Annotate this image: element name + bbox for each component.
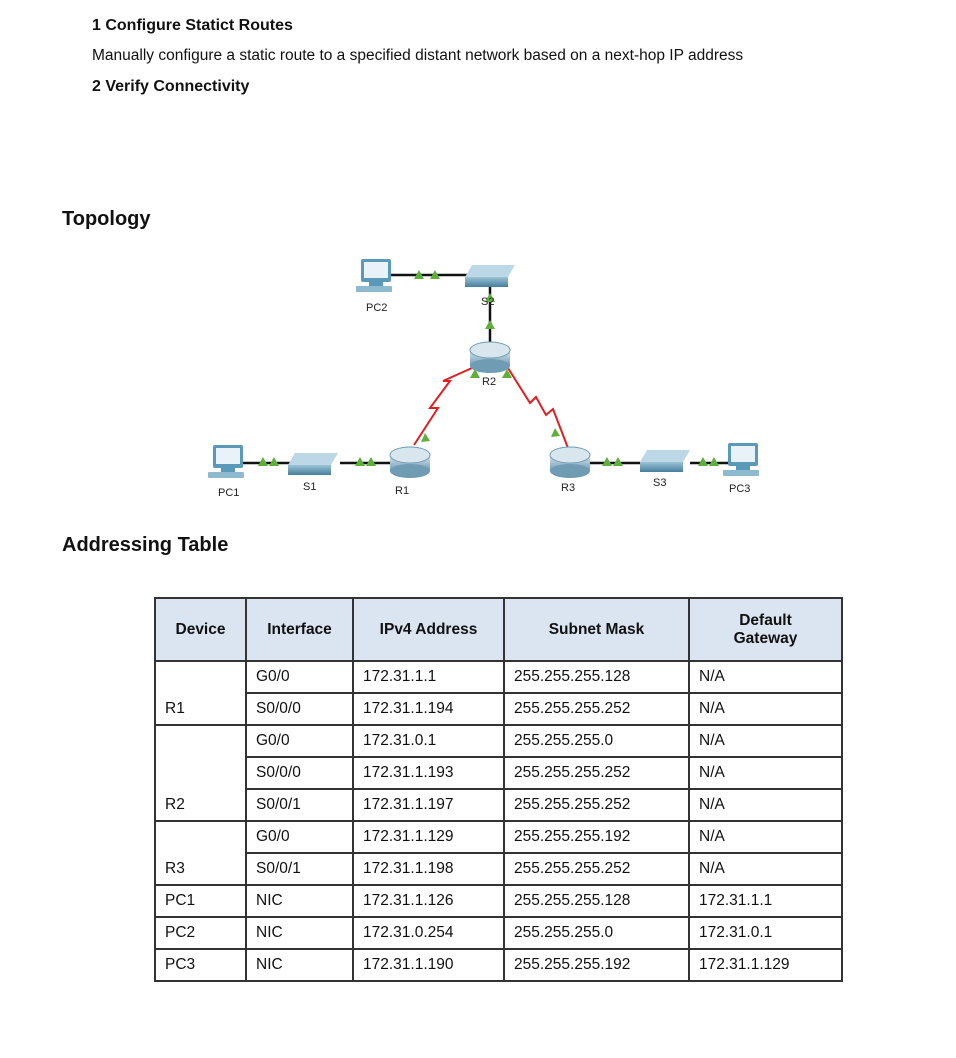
objective-1-title: 1 Configure Statict Routes	[92, 17, 293, 34]
gateway-cell: 172.31.1.129	[689, 949, 842, 981]
header-gateway-line1: Default	[739, 611, 792, 629]
s3-label: S3	[653, 477, 667, 489]
mask-cell: 255.255.255.252	[504, 757, 689, 789]
ipv4-cell: 172.31.1.190	[353, 949, 504, 981]
ipv4-cell: 172.31.1.194	[353, 693, 504, 725]
serial-link-r1-r2	[414, 368, 472, 445]
r1-label: R1	[395, 485, 410, 497]
gateway-cell: N/A	[689, 821, 842, 853]
mask-cell: 255.255.255.128	[504, 661, 689, 693]
interface-cell: S0/0/0	[246, 757, 353, 789]
table-row	[155, 757, 842, 789]
interface-cell: NIC	[246, 949, 353, 981]
table-row	[155, 917, 842, 949]
r1-router-icon	[390, 447, 430, 478]
r3-router-icon	[550, 447, 590, 478]
interface-cell: S0/0/1	[246, 789, 353, 821]
gateway-cell: N/A	[689, 757, 842, 789]
r2-router-icon	[470, 342, 510, 373]
header-device: Device	[155, 598, 246, 661]
interface-cell: S0/0/1	[246, 853, 353, 885]
table-row	[155, 693, 842, 725]
header-ipv4-address: IPv4 Address	[353, 598, 504, 661]
device-cell: R2	[155, 789, 246, 821]
ipv4-cell: 172.31.0.1	[353, 725, 504, 757]
pc1-computer-icon	[208, 445, 244, 478]
gateway-cell: 172.31.1.1	[689, 885, 842, 917]
ipv4-cell: 172.31.1.193	[353, 757, 504, 789]
table-row	[155, 725, 842, 757]
gateway-cell: 172.31.0.1	[689, 917, 842, 949]
interface-cell: NIC	[246, 885, 353, 917]
header-subnet-mask: Subnet Mask	[504, 598, 689, 661]
r3-label: R3	[561, 482, 576, 494]
pc1-label: PC1	[218, 487, 240, 499]
interface-cell: G0/0	[246, 725, 353, 757]
device-cell	[155, 821, 246, 853]
objective-1-description: Manually configure a static route to a specified distant network based on a next-hop IP address	[92, 47, 744, 64]
s1-label: S1	[303, 481, 317, 493]
s2-switch-icon	[465, 265, 515, 287]
device-cell: PC1	[155, 885, 246, 917]
s2-label: S2	[481, 296, 495, 308]
table-row	[155, 661, 842, 693]
ipv4-cell: 172.31.1.198	[353, 853, 504, 885]
mask-cell: 255.255.255.0	[504, 725, 689, 757]
r2-label: R2	[482, 376, 497, 388]
device-cell: PC3	[155, 949, 246, 981]
s1-switch-icon	[288, 453, 338, 475]
pc3-label: PC3	[729, 483, 751, 495]
gateway-cell: N/A	[689, 693, 842, 725]
header-interface: Interface	[246, 598, 353, 661]
device-cell	[155, 725, 246, 757]
device-cell: R3	[155, 853, 246, 885]
mask-cell: 255.255.255.252	[504, 853, 689, 885]
pc2-label: PC2	[366, 302, 388, 314]
gateway-cell: N/A	[689, 725, 842, 757]
mask-cell: 255.255.255.252	[504, 789, 689, 821]
table-row	[155, 821, 842, 853]
table-row	[155, 789, 842, 821]
interface-cell: G0/0	[246, 821, 353, 853]
table-row	[155, 885, 842, 917]
device-cell: PC2	[155, 917, 246, 949]
mask-cell: 255.255.255.192	[504, 821, 689, 853]
ipv4-cell: 172.31.1.197	[353, 789, 504, 821]
gateway-cell: N/A	[689, 853, 842, 885]
device-cell: R1	[155, 693, 246, 725]
ipv4-cell: 172.31.1.129	[353, 821, 504, 853]
mask-cell: 255.255.255.0	[504, 917, 689, 949]
objective-2-title: 2 Verify Connectivity	[92, 78, 250, 95]
interface-cell: G0/0	[246, 661, 353, 693]
ipv4-cell: 172.31.0.254	[353, 917, 504, 949]
device-cell	[155, 661, 246, 693]
s3-switch-icon	[640, 450, 690, 472]
pc2-computer-icon	[356, 259, 392, 292]
mask-cell: 255.255.255.128	[504, 885, 689, 917]
topology-diagram	[180, 245, 800, 515]
addressing-table-heading: Addressing Table	[62, 534, 229, 556]
header-gateway-line2: Gateway	[733, 629, 798, 647]
ipv4-cell: 172.31.1.1	[353, 661, 504, 693]
mask-cell: 255.255.255.192	[504, 949, 689, 981]
gateway-cell: N/A	[689, 661, 842, 693]
pc3-computer-icon	[723, 443, 759, 476]
table-row	[155, 853, 842, 885]
addressing-table	[154, 597, 843, 982]
interface-cell: S0/0/0	[246, 693, 353, 725]
table-header-row	[155, 598, 842, 661]
interface-cell: NIC	[246, 917, 353, 949]
gateway-cell: N/A	[689, 789, 842, 821]
ipv4-cell: 172.31.1.126	[353, 885, 504, 917]
header-default-gateway	[689, 598, 842, 661]
topology-heading: Topology	[62, 208, 151, 230]
table-row	[155, 949, 842, 981]
mask-cell: 255.255.255.252	[504, 693, 689, 725]
device-cell	[155, 757, 246, 789]
